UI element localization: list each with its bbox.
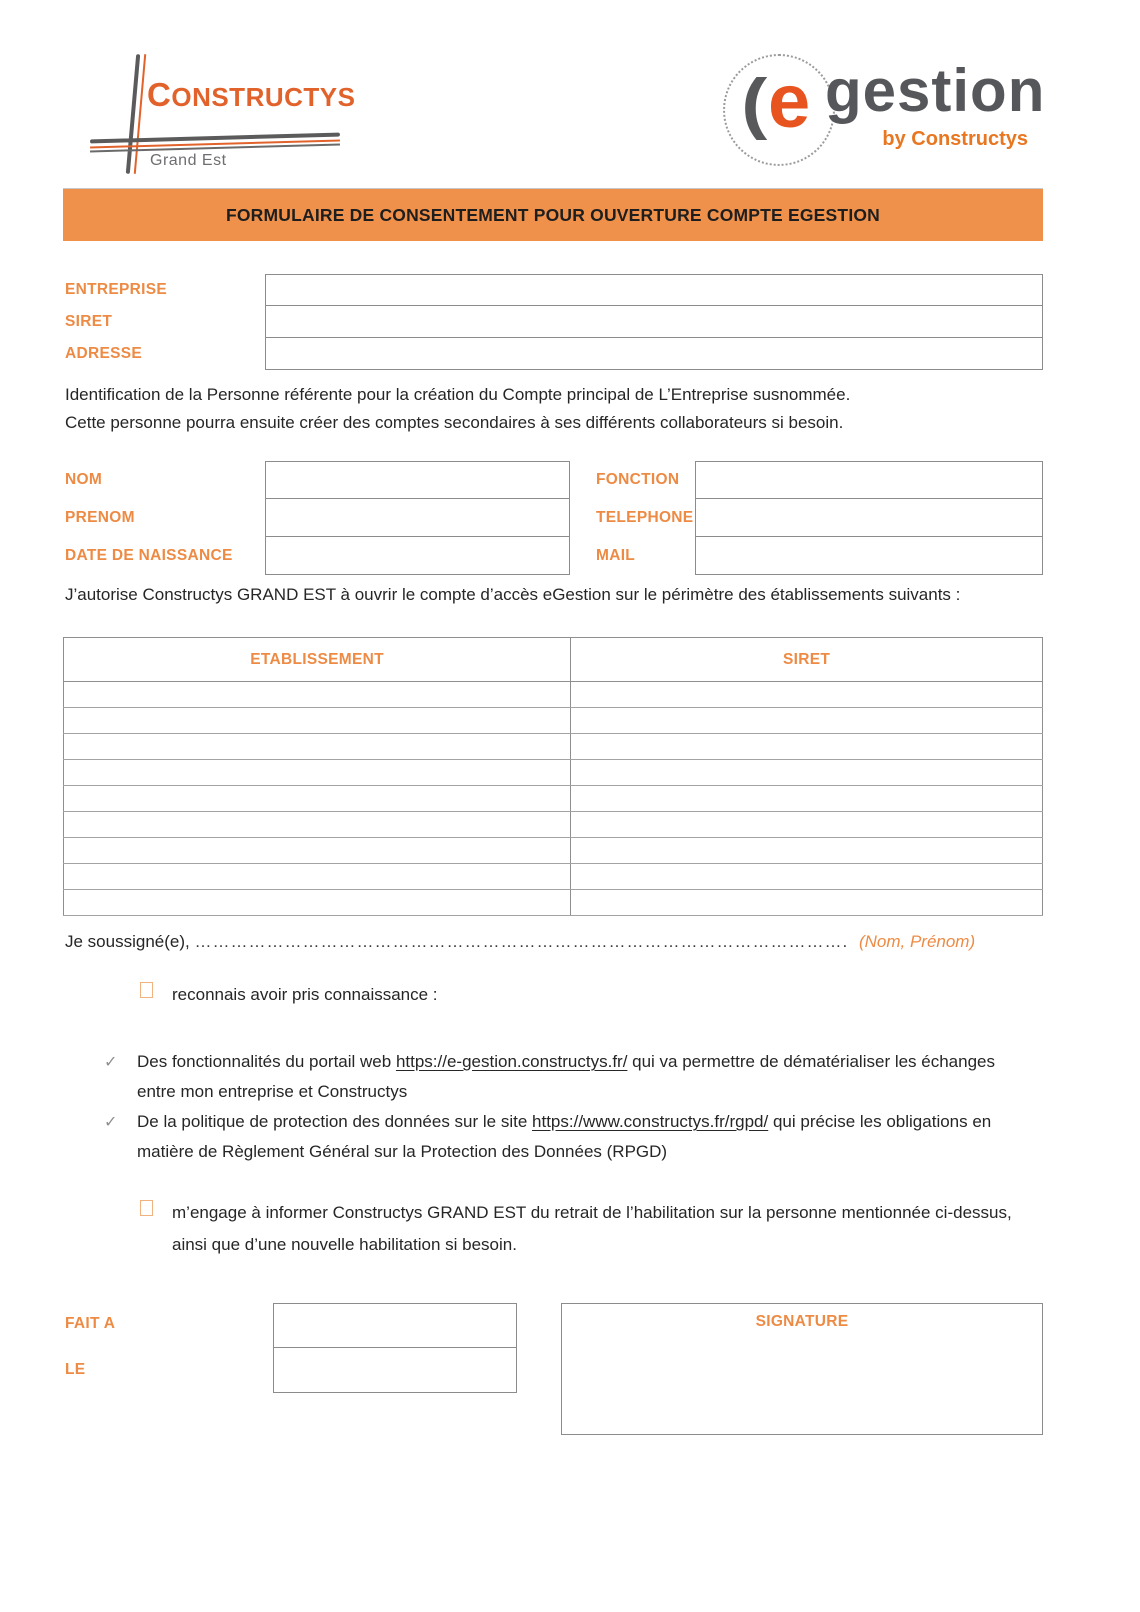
siret-cell[interactable] xyxy=(571,734,1043,760)
constructys-logo-region: Grand Est xyxy=(150,152,227,169)
checkmark-icon: ✓ xyxy=(104,1054,118,1071)
siret-cell[interactable] xyxy=(571,812,1043,838)
telephone-field[interactable] xyxy=(695,499,1043,537)
entreprise-label: ENTREPRISE xyxy=(65,281,168,298)
acknowledge-checkbox[interactable] xyxy=(140,982,153,998)
intro-paragraph xyxy=(65,381,1043,437)
etablissement-cell[interactable] xyxy=(64,708,571,734)
signatory-prefix: Je soussigné(e), xyxy=(65,932,190,951)
rgpd-policy-link[interactable]: https://www.constructys.fr/rgpd/ xyxy=(532,1112,769,1131)
nom-field[interactable] xyxy=(265,461,570,499)
authorization-text: J’autorise Constructys GRAND EST à ouvrir le compte d’accès eGestion sur le périmètre des établissements suivants : xyxy=(65,585,961,604)
checkmark-icon: ✓ xyxy=(104,1114,118,1131)
prenom-label: PRENOM xyxy=(65,509,135,526)
nom-label: NOM xyxy=(65,471,103,488)
mail-label: MAIL xyxy=(596,547,636,564)
egestion-portal-link[interactable]: https://e-gestion.constructys.fr/ xyxy=(395,1052,628,1071)
bullet-portal-text xyxy=(137,1047,1027,1107)
form-title: FORMULAIRE DE CONSENTEMENT POUR OUVERTURE COMPTE EGESTION xyxy=(225,204,881,225)
entreprise-row xyxy=(65,274,1043,306)
etablissement-cell[interactable] xyxy=(64,760,571,786)
fait-a-field[interactable] xyxy=(273,1303,517,1348)
consent-engage-row xyxy=(140,1197,1080,1261)
table-row xyxy=(64,890,1043,916)
signature-label: SIGNATURE xyxy=(755,1313,849,1330)
le-label: LE xyxy=(65,1361,86,1378)
siret-cell[interactable] xyxy=(571,760,1043,786)
etablissements-tbody xyxy=(64,682,1043,916)
bullet-portal-pre: Des fonctionnalités du portail web xyxy=(137,1052,396,1071)
siret-cell[interactable] xyxy=(571,682,1043,708)
acknowledgement-bullets xyxy=(104,1047,1080,1167)
siret-cell[interactable] xyxy=(571,786,1043,812)
engage-text: m’engage à informer Constructys GRAND EST du retrait de l’habilitation sur la personne mentionnée ci-dessus, ainsi que d’une nouvelle habilitation si besoin. xyxy=(172,1203,1012,1254)
adresse-label: ADRESSE xyxy=(65,345,143,362)
table-row xyxy=(64,786,1043,812)
siret-cell[interactable] xyxy=(571,708,1043,734)
telephone-label: TELEPHONE xyxy=(596,509,694,526)
bullet-rgpd-post: qui précise les obligations en matière de Règlement Général sur la Protection des Données (RPGD) xyxy=(137,1112,992,1161)
etablissement-cell[interactable] xyxy=(64,864,571,890)
bullet-rgpd xyxy=(104,1107,1080,1167)
etablissements-table xyxy=(63,637,1043,916)
consent-acknowledge-row xyxy=(140,979,1080,1011)
etablissement-cell[interactable] xyxy=(64,890,571,916)
siret-cell[interactable] xyxy=(571,838,1043,864)
header xyxy=(0,0,1140,188)
intro-line-1: Identification de la Personne référente pour la création du Compte principal de L’Entreprise susnommée. xyxy=(65,385,851,404)
entreprise-field[interactable] xyxy=(265,274,1043,306)
bullet-rgpd-pre: De la politique de protection des données sur le site xyxy=(137,1112,533,1131)
form-title-banner xyxy=(63,188,1043,241)
table-row xyxy=(64,708,1043,734)
bullet-portal xyxy=(104,1047,1080,1107)
table-row xyxy=(64,838,1043,864)
prenom-field[interactable] xyxy=(265,499,570,537)
table-row xyxy=(64,682,1043,708)
signatory-name-dotted-field[interactable]: ………………………………………………………………………………………………. xyxy=(194,932,849,951)
egestion-logo-text: gestion xyxy=(825,57,1046,124)
le-field[interactable] xyxy=(273,1348,517,1393)
bullet-rgpd-text xyxy=(137,1107,1027,1167)
date-naissance-label: DATE DE NAISSANCE xyxy=(65,547,233,564)
fait-a-label: FAIT A xyxy=(65,1315,116,1332)
egestion-logo-byline: by Constructys xyxy=(882,128,1028,150)
etablissements-table-head xyxy=(64,638,1043,682)
column-spacer xyxy=(570,461,583,499)
table-header-row xyxy=(64,638,1043,682)
engage-checkbox[interactable] xyxy=(140,1200,153,1216)
egestion-e-glyph: e xyxy=(768,59,811,144)
column-spacer xyxy=(570,537,583,575)
table-row xyxy=(64,812,1043,838)
bullet-portal-post: qui va permettre de dématérialiser les échanges entre mon entreprise et Constructys xyxy=(137,1052,996,1101)
adresse-field[interactable] xyxy=(265,338,1043,370)
table-row xyxy=(64,734,1043,760)
footer-section xyxy=(65,1303,1043,1435)
fonction-field[interactable] xyxy=(695,461,1043,499)
signatory-line xyxy=(65,932,1043,952)
egestion-paren-glyph: ( xyxy=(741,65,768,141)
etablissement-column-header: ETABLISSEMENT xyxy=(64,638,571,682)
date-naissance-field[interactable] xyxy=(265,537,570,575)
siret-row xyxy=(65,306,1043,338)
table-row xyxy=(64,864,1043,890)
constructys-logo xyxy=(90,52,356,180)
constructys-logo-text: CONSTRUCTYS xyxy=(147,76,356,113)
signature-box[interactable] xyxy=(561,1303,1043,1435)
etablissement-cell[interactable] xyxy=(64,682,571,708)
adresse-row xyxy=(65,338,1043,370)
acknowledge-text: reconnais avoir pris connaissance : xyxy=(172,985,438,1004)
siret-field[interactable] xyxy=(265,306,1043,338)
siret-cell[interactable] xyxy=(571,864,1043,890)
signatory-hint: (Nom, Prénom) xyxy=(858,932,976,951)
intro-line-2: Cette personne pourra ensuite créer des comptes secondaires à ses différents collaborateurs si besoin. xyxy=(65,413,844,432)
mail-field[interactable] xyxy=(695,537,1043,575)
referent-fields xyxy=(65,461,1043,575)
etablissement-cell[interactable] xyxy=(64,838,571,864)
etablissement-cell[interactable] xyxy=(64,812,571,838)
column-spacer xyxy=(570,499,583,537)
etablissement-cell[interactable] xyxy=(64,734,571,760)
company-fields xyxy=(65,274,1043,370)
egestion-logo xyxy=(723,52,1046,174)
siret-label: SIRET xyxy=(65,313,113,330)
fonction-label: FONCTION xyxy=(596,471,680,488)
siret-column-header: SIRET xyxy=(571,638,1043,682)
siret-cell[interactable] xyxy=(571,890,1043,916)
etablissement-cell[interactable] xyxy=(64,786,571,812)
table-row xyxy=(64,760,1043,786)
fait-le-boxes xyxy=(273,1303,517,1393)
